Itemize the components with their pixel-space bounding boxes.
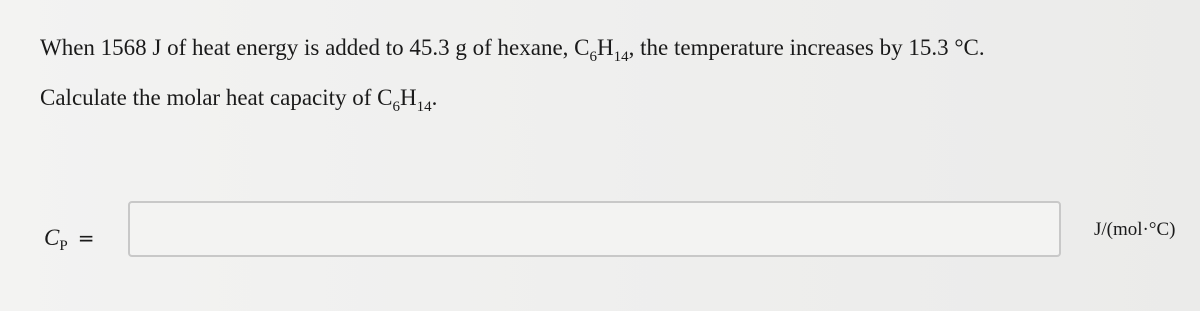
variable-symbol: C	[44, 225, 60, 250]
unit-label: J/(mol·°C)	[1094, 219, 1176, 240]
subscript-14: 14	[613, 49, 629, 65]
formula-h: H	[597, 35, 614, 60]
answer-input[interactable]	[128, 201, 1061, 257]
problem-text-end: , the temperature increases by 15.3 °C.	[628, 35, 985, 60]
question-text: Calculate the molar heat capacity of C	[40, 85, 393, 110]
answer-label	[44, 225, 95, 254]
subscript-6: 6	[589, 49, 598, 65]
problem-question	[40, 84, 438, 115]
variable-subscript: P	[59, 238, 68, 254]
equals-sign: =	[77, 226, 95, 250]
subscript-6: 6	[392, 99, 401, 115]
formula-h: H	[400, 85, 417, 110]
subscript-14: 14	[416, 99, 432, 115]
question-text-end: .	[431, 85, 438, 110]
problem-statement	[40, 34, 985, 65]
problem-text: When 1568 J of heat energy is added to 45.3 g of hexane, C	[40, 35, 590, 60]
